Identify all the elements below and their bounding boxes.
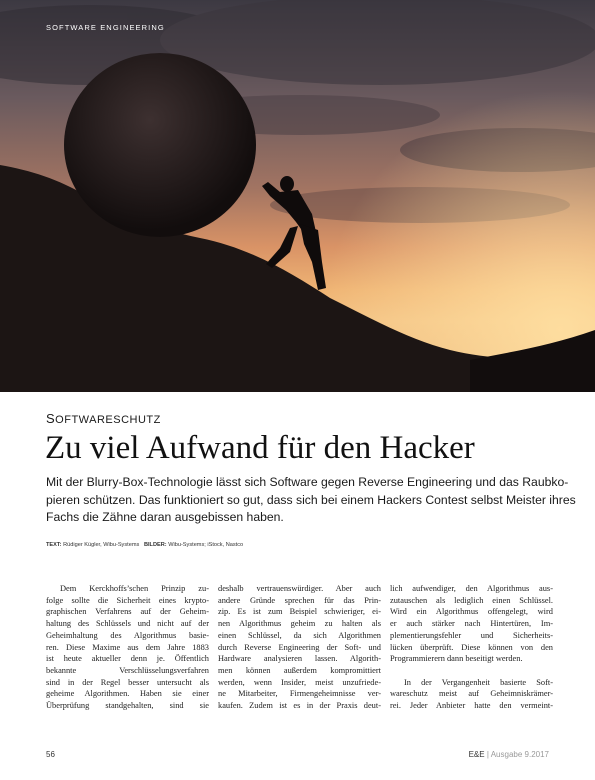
body-line: werden, wenn Insider, meist unzufriede- <box>218 677 381 687</box>
body-line: zutauschen als lediglich einen Schlüssel. <box>390 595 553 605</box>
body-line: andere Gründe sprechen für das Prin- <box>218 595 381 605</box>
body-line: lich aufwendiger, den Algorithmus aus- <box>390 584 553 593</box>
issue-prefix: Ausgabe <box>490 750 523 759</box>
lead-line: Mit der Blurry-Box-Technologie lässt sich Software gegen Reverse Engineering und das Raubko- <box>46 475 569 489</box>
body-line: durch Reverse Engineering der Soft- und <box>218 642 381 652</box>
body-line: haltung des Schlüssels und nicht auf der <box>46 619 209 629</box>
kicker-initial: S <box>46 411 56 426</box>
body-line: rei. Jeder Anbieter hatte den vermeint- <box>390 701 553 711</box>
body-line: Hardware analysieren lassen. Algorith- <box>218 654 381 664</box>
credit-image-label: BILDER: <box>143 542 167 548</box>
body-line: geheime Algorithmen. Haben sie einer <box>46 689 209 699</box>
body-line: er auch stärker nach Hintertüren, Im- <box>390 619 553 629</box>
body-line: sind in der Regel besser untersucht als <box>46 677 209 687</box>
body-column-2 <box>218 583 381 712</box>
issue-info: E&E | Ausgabe 9.2017 <box>468 750 549 759</box>
body-line: Geheimhaltung des Algorithmus basie- <box>46 630 209 640</box>
body-column-1 <box>46 583 209 712</box>
section-label: SOFTWARE ENGINEERING <box>46 23 165 32</box>
body-line: men können außerdem kompromittiert <box>218 665 381 675</box>
body-line: ist heute aktueller denn je. Öffentlich <box>46 654 209 664</box>
body-line: ren. Diese Maxime aus dem Jahre 1883 <box>46 642 209 652</box>
body-line: kaufen. Zudem ist es in der Praxis deut- <box>218 701 381 711</box>
body-line: lücken überprüft. Diese können von den <box>390 642 553 652</box>
body-column-3 <box>390 583 553 712</box>
lead-line: pieren schützen. Das funktioniert so gut, dass sich bei einem Hackers Contest selbst Meister ihres <box>46 492 576 507</box>
article-kicker <box>46 411 161 426</box>
lead-line: Fachs die Zähne daran ausgebissen haben. <box>46 510 284 524</box>
article-credits <box>46 542 243 548</box>
body-line: nen Algorithmus geheim zu halten als <box>218 619 381 629</box>
body-line: Überprüfung standgehalten, sind sie <box>46 701 209 711</box>
body-line: Wird ein Algorithmus offengelegt, wird <box>390 607 553 617</box>
magazine-name: E&E <box>468 750 485 759</box>
article-lead <box>46 474 576 527</box>
body-line: bekannte Verschlüsselungsverfahren <box>46 665 209 675</box>
body-line: Dem Kerckhoffs’schen Prinzip zu- <box>60 584 209 593</box>
body-line: einen Schlüssel, da sich Algorithmen <box>218 630 381 640</box>
body-line: plementierungsfehler und Sicherheits- <box>390 630 553 640</box>
body-line: ne Mitarbeiter, Firmengeheimnisse ver- <box>218 689 381 699</box>
body-line: folge sollte die Sicherheit eines krypto- <box>46 595 209 605</box>
credit-text-label: TEXT: <box>46 542 62 548</box>
body-line: deshalb vertrauenswürdiger. Aber auch <box>218 584 381 593</box>
body-line: wareschutz meist auf Geheimniskrämer- <box>390 689 553 699</box>
credit-text-value: Rüdiger Kügler, Wibu-Systems <box>63 542 140 548</box>
issue-number: 9.2017 <box>524 750 549 759</box>
article-headline: Zu viel Aufwand für den Hacker <box>45 430 475 466</box>
body-line: In der Vergangenheit basierte Soft- <box>404 677 553 687</box>
page-number: 56 <box>46 750 55 759</box>
body-line: graphischen Verfahrens auf der Geheim- <box>46 607 209 617</box>
kicker-rest: OFTWARESCHUTZ <box>55 414 161 426</box>
paragraph-gap <box>390 665 553 677</box>
boulder <box>64 53 256 237</box>
body-line: Programmierern dann beseitigt werden. <box>390 654 523 664</box>
body-line: zip. Es ist zum Beispiel schwieriger, ei- <box>218 607 381 617</box>
credit-image-value: Wibu-Systems; iStock, Nastco <box>168 542 244 548</box>
